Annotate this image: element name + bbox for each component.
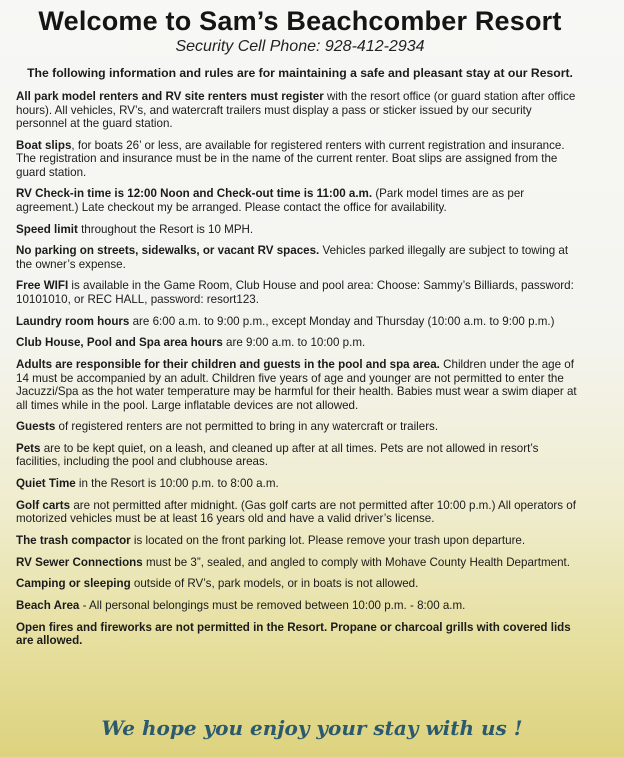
rule-heading: Guests [16,420,56,434]
rule-text: , for boats 26’ or less, are available for registered renters with current registration and insurance. The registration and insurance must be in the name of the current renter. Boat slips are assigned from the guard station. [16,138,565,179]
rule-item [16,599,584,613]
rule-item [16,336,584,350]
rule-text: with the resort office (or guard station after office hours). All vehicles, RV’s, and watercraft trailers must display a pass or sticker issued by our security personnel at the guard station. [16,90,576,130]
rule-heading: RV Sewer Connections [16,555,143,569]
rule-text: is available in the Game Room, Club House and pool area: Choose: Sammy’s Billiards, password: 10101010, or REC HALL, password: resort123. [16,279,574,306]
rule-heading: Club House, Pool and Spa area hours [16,336,223,350]
page-title: Welcome to Sam’s Beachcomber Resort [38,6,562,36]
rule-item [16,499,584,526]
rule-heading: The trash compactor [16,533,131,547]
rule-item [16,442,584,469]
rule-item [16,477,584,491]
rule-item [16,139,584,180]
security-phone: Security Cell Phone: 928-412-2934 [175,38,425,55]
rule-item [16,534,584,548]
rule-text: of registered renters are not permitted to bring in any watercraft or trailers. [55,420,439,434]
rule-text: in the Resort is 10:00 p.m. to 8:00 a.m. [75,477,279,491]
rule-item [16,223,584,237]
rule-heading: Speed limit [16,222,78,236]
rule-text: are 9:00 a.m. to 10:00 p.m. [222,336,366,350]
rule-text: are to be kept quiet, on a leash, and cleaned up after at all times. Pets are not allowed in resort’s facilities, including the pool and clubhouse areas. [16,441,539,469]
rule-heading: Boat slips [16,138,72,152]
rule-text: must be 3”, sealed, and angled to comply with Mohave County Health Department. [142,555,570,569]
rule-heading: All park model renters and RV site renters must register [16,90,324,103]
rule-heading: RV Check-in time is 12:00 Noon and Check-out time is 11:00 a.m. [16,187,373,201]
rule-text: Vehicles parked illegally are subject to towing at the owner’s expense. [16,244,569,271]
rule-heading: Pets [16,441,41,455]
rule-text: outside of RV’s, park models, or in boats is not allowed. [130,577,419,591]
rule-heading: Quiet Time [16,477,76,491]
rule-text: (Park model times are as per agreement.) Late checkout my be arranged. Please contact the office for availability. [16,187,525,214]
rule-item [16,279,584,306]
rule-item [16,315,584,329]
rule-item [16,577,584,591]
rule-text: is located on the front parking lot. Please remove your trash upon departure. [130,533,526,547]
rule-heading: Golf carts [16,498,71,512]
rule-heading: Adults are responsible for their children and guests in the pool and spa area. [16,358,440,371]
rule-heading: Open fires and fireworks are not permitted in the Resort. Propane or charcoal grills with covered lids are allowed. [16,620,571,648]
rule-item [16,621,584,648]
rule-item [16,358,584,412]
intro-text: The following information and rules are for maintaining a safe and pleasant stay at our Resort. [27,66,573,80]
rule-text: - All personal belongings must be removed between 10:00 p.m. - 8:00 a.m. [79,599,466,612]
closing-message: We hope you enjoy your stay with us ! [101,716,523,740]
rule-heading: Free WIFI [16,279,69,293]
rule-item [16,556,584,570]
rule-item [16,420,584,434]
rule-heading: No parking on streets, sidewalks, or vacant RV spaces. [16,244,320,258]
rule-text: Children under the age of 14 must be accompanied by an adult. Children five years of age and younger are not permitted to enter the Jacuzzi/Spa as the hot water temperature may be harmful for their health. Babies must wear a swim diaper at all times while in the pool. Large inflatable devices are not allowed. [16,358,577,412]
rule-item [16,90,584,131]
rule-text: are not permitted after midnight. (Gas golf carts are not permitted after 10:00 p.m.) All operators of motorized vehicles must be at least 16 years old and have a valid driver’s license. [16,498,576,526]
rule-text: throughout the Resort is 10 MPH. [77,222,254,236]
rule-heading: Beach Area [16,599,80,612]
rule-heading: Camping or sleeping [16,577,131,591]
rule-item [16,244,584,271]
rule-heading: Laundry room hours [16,314,130,328]
rules-list [16,90,584,648]
rule-text: are 6:00 a.m. to 9:00 p.m., except Monday and Thursday (10:00 a.m. to 9:00 p.m.) [129,314,555,328]
rule-item [16,187,584,214]
